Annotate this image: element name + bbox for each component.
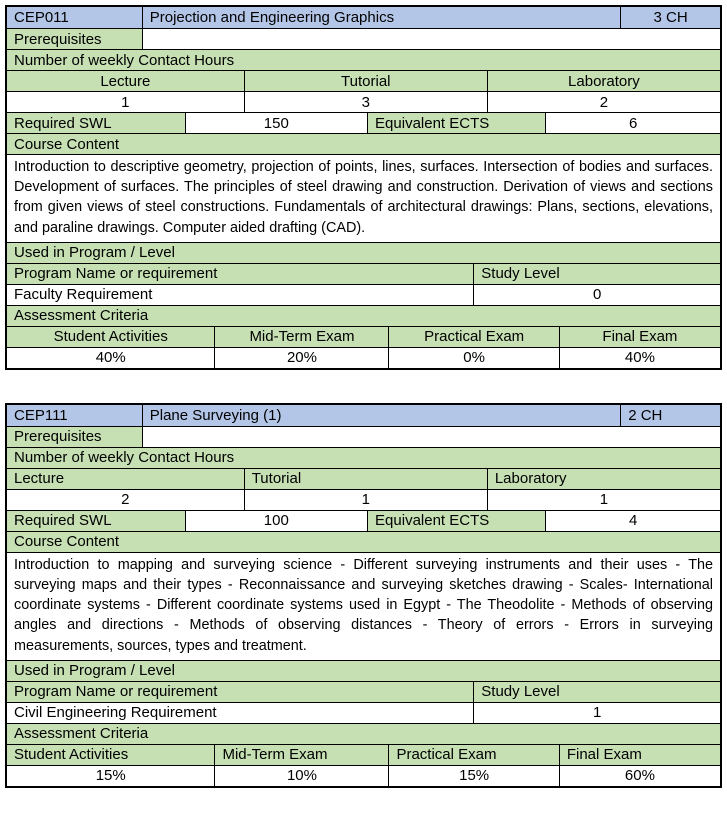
assessment-values-row <box>7 347 720 368</box>
assessment-header-row <box>7 305 720 326</box>
assessment-columns-row <box>7 744 720 765</box>
course-content-text: Introduction to descriptive geometry, projection of points, lines, surfaces. Intersection of bodies and surfaces. Development of surfaces. The principles of steel drawing and construction. Derivation of views and sections from given views of steel constructions. Fundamentals of architectural drawings: Plans, sections, elevations, and paraline drawings. Computer aided drafting (CAD). <box>14 159 713 236</box>
student-activities-value: 40% <box>95 349 126 367</box>
laboratory-header: Laboratory <box>487 71 720 91</box>
contact-hours-header-row <box>7 447 720 468</box>
table-spacer <box>5 370 722 403</box>
student-activities-header: Student Activities <box>7 327 214 347</box>
used-in-program-row <box>7 660 720 681</box>
workload-row <box>7 510 720 531</box>
course-header-row <box>7 405 720 426</box>
required-swl-value: 100 <box>185 511 368 531</box>
study-level-header: Study Level <box>473 682 720 702</box>
laboratory-hours: 1 <box>487 490 720 510</box>
course-code: CEP011 <box>7 7 142 28</box>
program-name-header: Program Name or requirement <box>7 264 473 284</box>
prerequisites-value <box>142 29 720 49</box>
assessment-header-row <box>7 723 720 744</box>
contact-hours-columns-row <box>7 468 720 489</box>
contact-hours-header-row <box>7 49 720 70</box>
program-headers-row <box>7 681 720 702</box>
course-content-row <box>7 154 720 242</box>
equivalent-ects-value: 6 <box>545 113 720 133</box>
course-title: Projection and Engineering Graphics <box>142 7 620 28</box>
practical-exam-header: Practical Exam <box>388 327 558 347</box>
mid-term-exam-header: Mid-Term Exam <box>214 745 388 765</box>
course-table-cep011 <box>5 5 722 370</box>
tutorial-hours: 1 <box>244 490 487 510</box>
prerequisites-label: Prerequisites <box>7 427 142 447</box>
final-exam-header: Final Exam <box>559 745 720 765</box>
required-swl-value: 150 <box>185 113 368 133</box>
lecture-hours: 2 <box>121 491 130 509</box>
required-swl-label: Required SWL <box>7 113 185 133</box>
course-content-text: Introduction to mapping and surveying science - Different surveying instruments and their uses - The surveying maps and their types - Reconnaissance and surveying sketches drawing - Scales- International coordinate systems - Different coordinate systems used in Egypt - The Theodolite - Methods of observing angles and directions - Methods of observing distances - Theory of errors - Errors in surveying measurements, sources, types and treatment. <box>14 556 713 654</box>
contact-hours-header: Number of weekly Contact Hours <box>7 50 720 70</box>
tutorial-hours: 3 <box>244 92 487 112</box>
lecture-hours: 1 <box>121 93 130 111</box>
assessment-values-row <box>7 765 720 786</box>
used-in-program-header: Used in Program / Level <box>7 243 720 263</box>
laboratory-header: Laboratory <box>487 469 720 489</box>
student-activities-header: Student Activities <box>7 745 214 765</box>
assessment-criteria-header: Assessment Criteria <box>7 306 720 326</box>
course-content-header-row <box>7 133 720 154</box>
equivalent-ects-label: Equivalent ECTS <box>367 511 545 531</box>
used-in-program-row <box>7 242 720 263</box>
practical-exam-value: 0% <box>388 348 558 368</box>
study-level-header: Study Level <box>473 264 720 284</box>
program-values-row <box>7 284 720 305</box>
student-activities-value: 15% <box>95 767 126 785</box>
program-name-header: Program Name or requirement <box>7 682 473 702</box>
final-exam-value: 60% <box>559 766 720 786</box>
program-headers-row <box>7 263 720 284</box>
prerequisites-label: Prerequisites <box>7 29 142 49</box>
workload-row <box>7 112 720 133</box>
used-in-program-header: Used in Program / Level <box>7 661 720 681</box>
course-table-cep111 <box>5 403 722 788</box>
final-exam-header: Final Exam <box>559 327 720 347</box>
course-header-row <box>7 7 720 28</box>
program-name-value: Civil Engineering Requirement <box>14 704 217 722</box>
prerequisites-row <box>7 28 720 49</box>
tutorial-header: Tutorial <box>244 71 487 91</box>
equivalent-ects-value: 4 <box>545 511 720 531</box>
equivalent-ects-label: Equivalent ECTS <box>367 113 545 133</box>
study-level-value: 1 <box>473 703 720 723</box>
final-exam-value: 40% <box>559 348 720 368</box>
assessment-columns-row <box>7 326 720 347</box>
tutorial-header: Tutorial <box>244 469 487 489</box>
program-values-row <box>7 702 720 723</box>
lecture-header: Lecture <box>7 469 244 489</box>
assessment-criteria-header: Assessment Criteria <box>7 724 720 744</box>
study-level-value: 0 <box>473 285 720 305</box>
course-code: CEP111 <box>7 405 142 426</box>
contact-hours-columns-row <box>7 70 720 91</box>
mid-term-exam-value: 20% <box>214 348 388 368</box>
prerequisites-row <box>7 426 720 447</box>
practical-exam-header: Practical Exam <box>388 745 558 765</box>
lecture-header: Lecture <box>7 71 244 91</box>
contact-hours-values-row <box>7 489 720 510</box>
laboratory-hours: 2 <box>487 92 720 112</box>
course-content-header: Course Content <box>7 532 720 552</box>
prerequisites-value <box>142 427 720 447</box>
credit-hours: 3 CH <box>620 7 720 28</box>
mid-term-exam-value: 10% <box>214 766 388 786</box>
contact-hours-values-row <box>7 91 720 112</box>
course-content-header: Course Content <box>7 134 720 154</box>
practical-exam-value: 15% <box>388 766 558 786</box>
course-content-row <box>7 552 720 660</box>
required-swl-label: Required SWL <box>7 511 185 531</box>
program-name-value: Faculty Requirement <box>14 286 153 304</box>
mid-term-exam-header: Mid-Term Exam <box>214 327 388 347</box>
credit-hours: 2 CH <box>620 405 720 426</box>
course-content-header-row <box>7 531 720 552</box>
course-title: Plane Surveying (1) <box>142 405 620 426</box>
contact-hours-header: Number of weekly Contact Hours <box>7 448 720 468</box>
